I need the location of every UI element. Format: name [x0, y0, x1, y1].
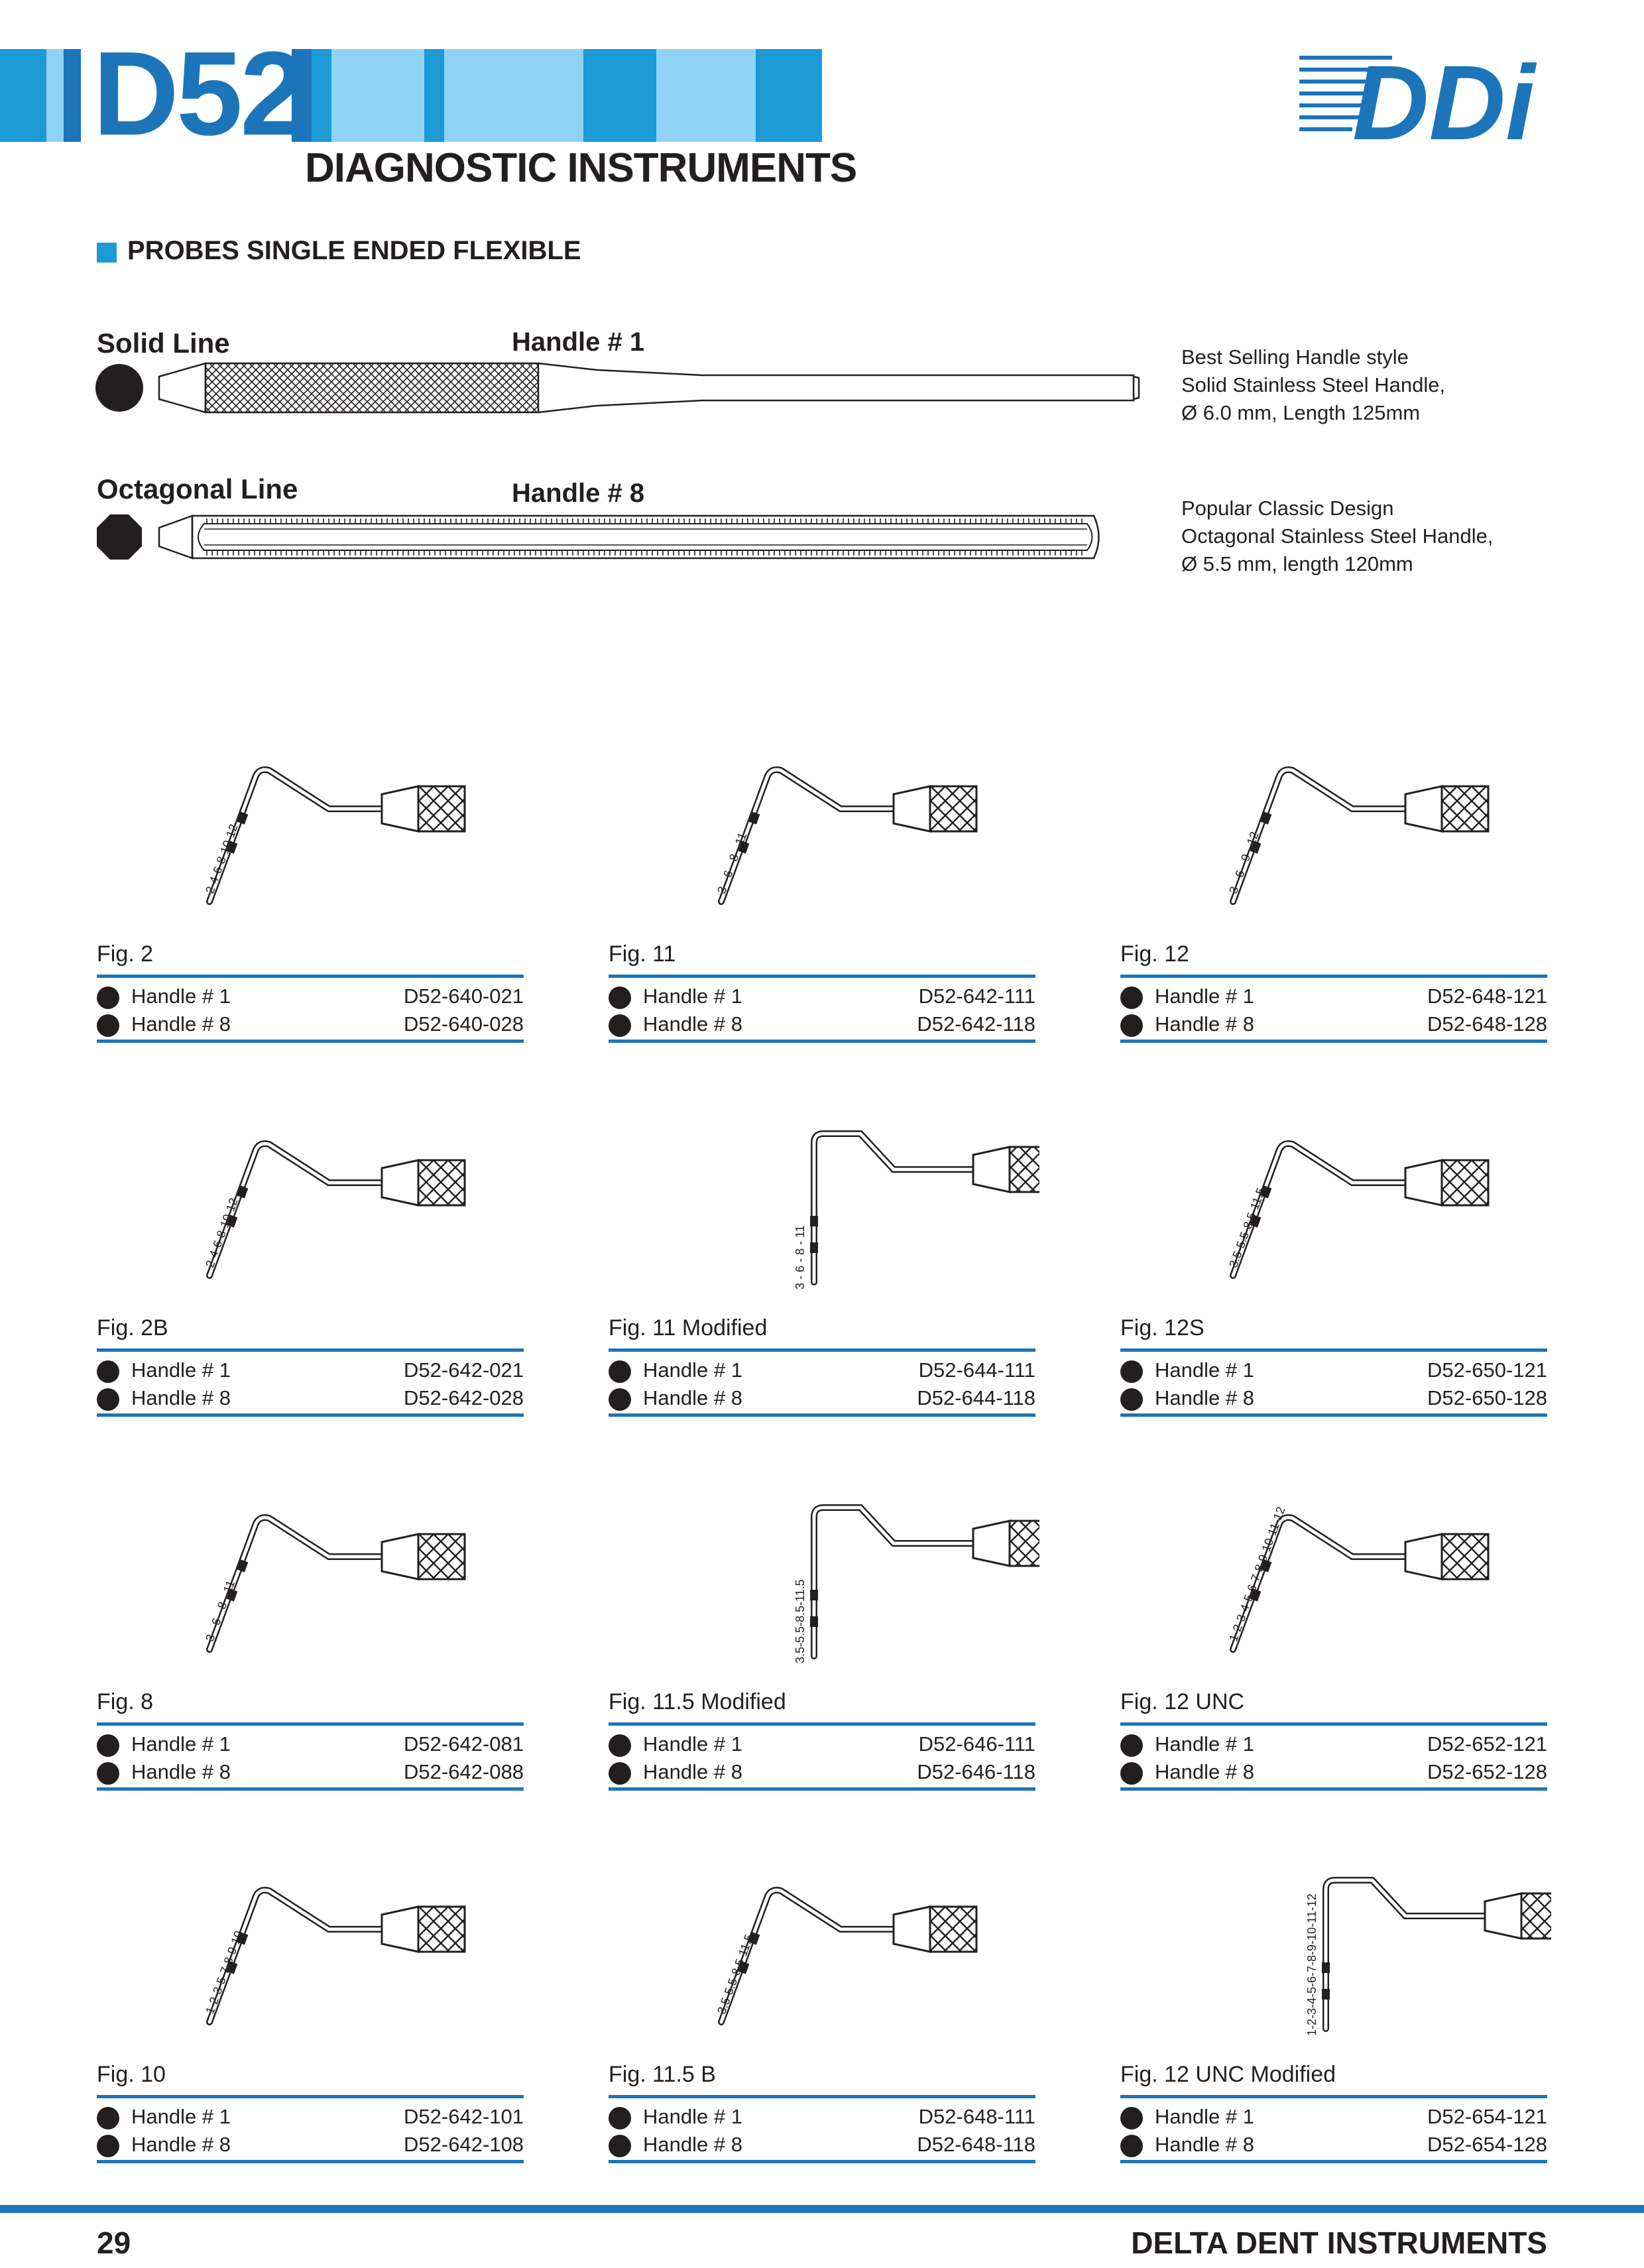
figure-rule-bottom	[1120, 2160, 1547, 2163]
probe-markings: 3 - 6 - 8 - 11	[715, 830, 750, 896]
figure-rule-top	[97, 1722, 524, 1726]
figure-rule-bottom	[97, 1040, 524, 1043]
desc-line: Best Selling Handle style	[1181, 345, 1409, 369]
row-handle: Handle # 8	[1155, 1760, 1254, 1783]
figure-title: Fig. 2	[97, 941, 154, 967]
row-code: D52-644-111	[918, 1358, 1035, 1382]
figure-title: Fig. 12 UNC Modified	[1120, 2062, 1336, 2087]
page-number: 29	[97, 2226, 131, 2260]
row-code: D52-642-118	[917, 1012, 1035, 1036]
product-row	[609, 1758, 1035, 1786]
product-row	[97, 1384, 524, 1412]
figure-rule-bottom	[97, 1413, 524, 1417]
row-code: D52-648-118	[917, 2133, 1035, 2156]
probe-drawing	[1180, 1863, 1551, 2035]
row-code: D52-640-021	[404, 985, 524, 1008]
row-code: D52-644-118	[917, 1386, 1035, 1409]
product-row	[609, 983, 1035, 1010]
bullet-dot-icon	[97, 986, 119, 1009]
row-handle: Handle # 1	[1155, 1358, 1254, 1382]
row-handle: Handle # 8	[131, 1386, 231, 1409]
figure-rule-bottom	[1120, 1040, 1547, 1043]
probe-markings: 1-2-3-4-5-6-7-8-9-10-11-12	[1226, 1505, 1288, 1643]
figure-rule-bottom	[609, 1787, 1035, 1791]
logo-text: DDi	[1352, 48, 1535, 147]
product-row	[1120, 2103, 1547, 2131]
figure-rule-bottom	[609, 1040, 1035, 1043]
product-row	[1120, 1356, 1547, 1384]
row-code: D52-646-111	[918, 1732, 1035, 1756]
probe-markings: 2-4-6-8-10-12	[203, 1196, 241, 1270]
bullet-dot-icon	[1120, 986, 1143, 1009]
product-row	[97, 2103, 524, 2131]
row-code: D52-642-088	[404, 1760, 524, 1783]
bullet-dot-icon	[1120, 2135, 1143, 2157]
row-code: D52-648-111	[918, 2105, 1035, 2128]
row-code: D52-642-111	[918, 985, 1035, 1008]
product-row	[97, 1010, 524, 1038]
figure-title: Fig. 11 Modified	[609, 1315, 768, 1341]
row-handle: Handle # 8	[1155, 1386, 1254, 1409]
row-handle: Handle # 1	[643, 2105, 742, 2128]
probe-markings: 1-2-3-5-7-8-9-10	[203, 1929, 246, 2016]
bullet-dot-icon	[609, 1360, 631, 1383]
row-handle: Handle # 8	[131, 1760, 231, 1783]
round-section-icon	[95, 364, 143, 412]
product-row	[609, 1384, 1035, 1412]
figure-rule-bottom	[97, 2160, 524, 2163]
figure-title: Fig. 8	[97, 1689, 154, 1714]
solid-line-label: Solid Line	[97, 328, 230, 359]
figure-title: Fig. 11	[609, 941, 676, 967]
product-row	[1120, 1010, 1547, 1038]
octagonal-handle-drawing	[93, 509, 1147, 569]
row-code: D52-642-101	[404, 2105, 524, 2128]
bullet-dot-icon	[1120, 1388, 1143, 1411]
desc-line: Ø 6.0 mm, Length 125mm	[1181, 401, 1421, 424]
handle-8-label: Handle # 8	[512, 479, 645, 508]
product-row	[609, 2131, 1035, 2159]
figure-rule-top	[1120, 1722, 1547, 1726]
row-handle: Handle # 8	[131, 1012, 231, 1036]
desc-line: Octagonal Stainless Steel Handle,	[1181, 524, 1494, 548]
bullet-dot-icon	[1120, 2107, 1143, 2129]
row-handle: Handle # 8	[643, 1386, 742, 1409]
bullet-dot-icon	[97, 1388, 119, 1411]
figure-rule-bottom	[97, 1787, 524, 1791]
desc-line: Ø 5.5 mm, length 120mm	[1181, 552, 1413, 575]
desc-line: Solid Stainless Steel Handle,	[1181, 373, 1446, 396]
row-handle: Handle # 1	[1155, 2105, 1254, 2128]
product-row	[609, 2103, 1035, 2131]
bullet-dot-icon	[1120, 1360, 1143, 1383]
handle-1-description	[1181, 343, 1445, 427]
row-code: D52-642-108	[404, 2133, 524, 2156]
row-handle: Handle # 8	[643, 1760, 742, 1783]
bullet-dot-icon	[97, 2135, 119, 2157]
figure-title: Fig. 12	[1120, 941, 1189, 967]
row-code: D52-648-121	[1427, 985, 1547, 1008]
row-code: D52-648-128	[1427, 1012, 1547, 1036]
row-handle: Handle # 1	[643, 1732, 742, 1756]
row-code: D52-654-128	[1427, 2133, 1547, 2156]
page-title: DIAGNOSTIC INSTRUMENTS	[305, 145, 857, 191]
section-title: PROBES SINGLE ENDED FLEXIBLE	[127, 236, 581, 265]
product-row	[97, 1730, 524, 1758]
bullet-dot-icon	[97, 1014, 119, 1037]
product-row	[1120, 1758, 1547, 1786]
row-code: D52-650-121	[1427, 1358, 1547, 1382]
ddi-logo	[1299, 48, 1551, 147]
bullet-dot-icon	[97, 1734, 119, 1757]
product-row	[1120, 1730, 1547, 1758]
catalog-code: D52	[93, 27, 304, 160]
product-row	[609, 1010, 1035, 1038]
row-handle: Handle # 8	[1155, 2133, 1254, 2156]
bullet-dot-icon	[97, 2107, 119, 2129]
figure-rule-top	[609, 1348, 1035, 1352]
row-handle: Handle # 1	[131, 1732, 231, 1756]
bullet-dot-icon	[609, 1014, 631, 1037]
probe-markings: 2-4-6-8-10-12	[203, 822, 241, 896]
figure-title: Fig. 11.5 Modified	[609, 1689, 786, 1714]
figure-title: Fig. 12S	[1120, 1315, 1204, 1341]
probe-markings: 3 - 6 - 9 - 12	[1226, 829, 1262, 896]
row-handle: Handle # 8	[131, 2133, 231, 2156]
row-handle: Handle # 1	[131, 985, 231, 1008]
handle-1-label: Handle # 1	[512, 328, 645, 357]
row-handle: Handle # 1	[643, 985, 742, 1008]
figure-rule-bottom	[609, 2160, 1035, 2163]
product-row	[97, 1758, 524, 1786]
bullet-dot-icon	[609, 2135, 631, 2157]
product-row	[609, 1730, 1035, 1758]
probe-markings: 3.5-5.5-8.5-11.5	[715, 1932, 756, 2016]
bullet-dot-icon	[1120, 1762, 1143, 1785]
product-row	[1120, 983, 1547, 1010]
probe-markings: 1-2-3-4-5-6-7-8-9-10-11-12	[1305, 1893, 1319, 2036]
row-code: D52-646-118	[917, 1760, 1035, 1783]
row-code: D52-642-081	[404, 1732, 524, 1756]
figure-rule-top	[1120, 2095, 1547, 2098]
figure-title: Fig. 11.5 B	[609, 2062, 716, 2087]
row-code: D52-654-121	[1427, 2105, 1547, 2128]
section-marker	[97, 243, 117, 263]
figure-rule-bottom	[1120, 1413, 1547, 1417]
figure-rule-top	[1120, 1348, 1547, 1352]
probe-markings: 3 - 6 - 8 - 11	[793, 1225, 807, 1289]
probe-markings: 3.5-5.5-8.5-11.5	[1226, 1185, 1268, 1270]
row-handle: Handle # 1	[643, 1358, 742, 1382]
figure-rule-top	[609, 1722, 1035, 1726]
bullet-dot-icon	[609, 1734, 631, 1757]
figure-rule-top	[609, 975, 1035, 978]
row-handle: Handle # 1	[131, 2105, 231, 2128]
bullet-dot-icon	[609, 2107, 631, 2129]
figure-title: Fig. 2B	[97, 1315, 168, 1341]
probe-drawing	[668, 1490, 1039, 1663]
figure-rule-bottom	[1120, 1787, 1547, 1791]
row-code: D52-642-021	[404, 1358, 524, 1382]
row-code: D52-642-028	[404, 1386, 524, 1409]
figure-rule-top	[97, 1348, 524, 1352]
row-code: D52-650-128	[1427, 1386, 1547, 1409]
product-row	[97, 983, 524, 1010]
row-handle: Handle # 8	[643, 2133, 742, 2156]
bullet-dot-icon	[97, 1762, 119, 1785]
probe-markings: 3.5-5.5-8.5-11.5	[793, 1579, 807, 1663]
figure-rule-bottom	[609, 1413, 1035, 1417]
row-code: D52-652-128	[1427, 1760, 1547, 1783]
product-row	[1120, 2131, 1547, 2159]
row-handle: Handle # 8	[643, 1012, 742, 1036]
row-code: D52-652-121	[1427, 1732, 1547, 1756]
row-handle: Handle # 8	[1155, 1012, 1254, 1036]
handle-8-description	[1181, 495, 1493, 578]
bullet-dot-icon	[97, 1360, 119, 1383]
solid-handle-drawing	[93, 358, 1147, 418]
probe-drawing	[668, 1116, 1039, 1289]
product-row	[1120, 1384, 1547, 1412]
octagonal-line-label: Octagonal Line	[97, 473, 298, 505]
row-handle: Handle # 1	[1155, 985, 1254, 1008]
product-row	[97, 1356, 524, 1384]
figure-rule-top	[97, 975, 524, 978]
bullet-dot-icon	[1120, 1014, 1143, 1037]
figure-rule-top	[609, 2095, 1035, 2098]
product-row	[97, 2131, 524, 2159]
product-row	[609, 1356, 1035, 1384]
figure-rule-top	[97, 2095, 524, 2098]
figure-title: Fig. 10	[97, 2062, 166, 2087]
bullet-dot-icon	[609, 1762, 631, 1785]
octagon-section-icon	[97, 514, 142, 560]
company-name: DELTA DENT INSTRUMENTS	[1131, 2226, 1547, 2260]
row-handle: Handle # 1	[131, 1358, 231, 1382]
figure-title: Fig. 12 UNC	[1120, 1689, 1245, 1714]
bullet-dot-icon	[1120, 1734, 1143, 1757]
probe-markings: 3 - 6 - 8 - 11	[203, 1578, 238, 1643]
figure-rule-top	[1120, 975, 1547, 978]
row-code: D52-640-028	[404, 1012, 524, 1036]
bullet-dot-icon	[609, 986, 631, 1009]
footer-rule	[0, 2205, 1644, 2213]
row-handle: Handle # 1	[1155, 1732, 1254, 1756]
desc-line: Popular Classic Design	[1181, 497, 1394, 520]
bullet-dot-icon	[609, 1388, 631, 1411]
